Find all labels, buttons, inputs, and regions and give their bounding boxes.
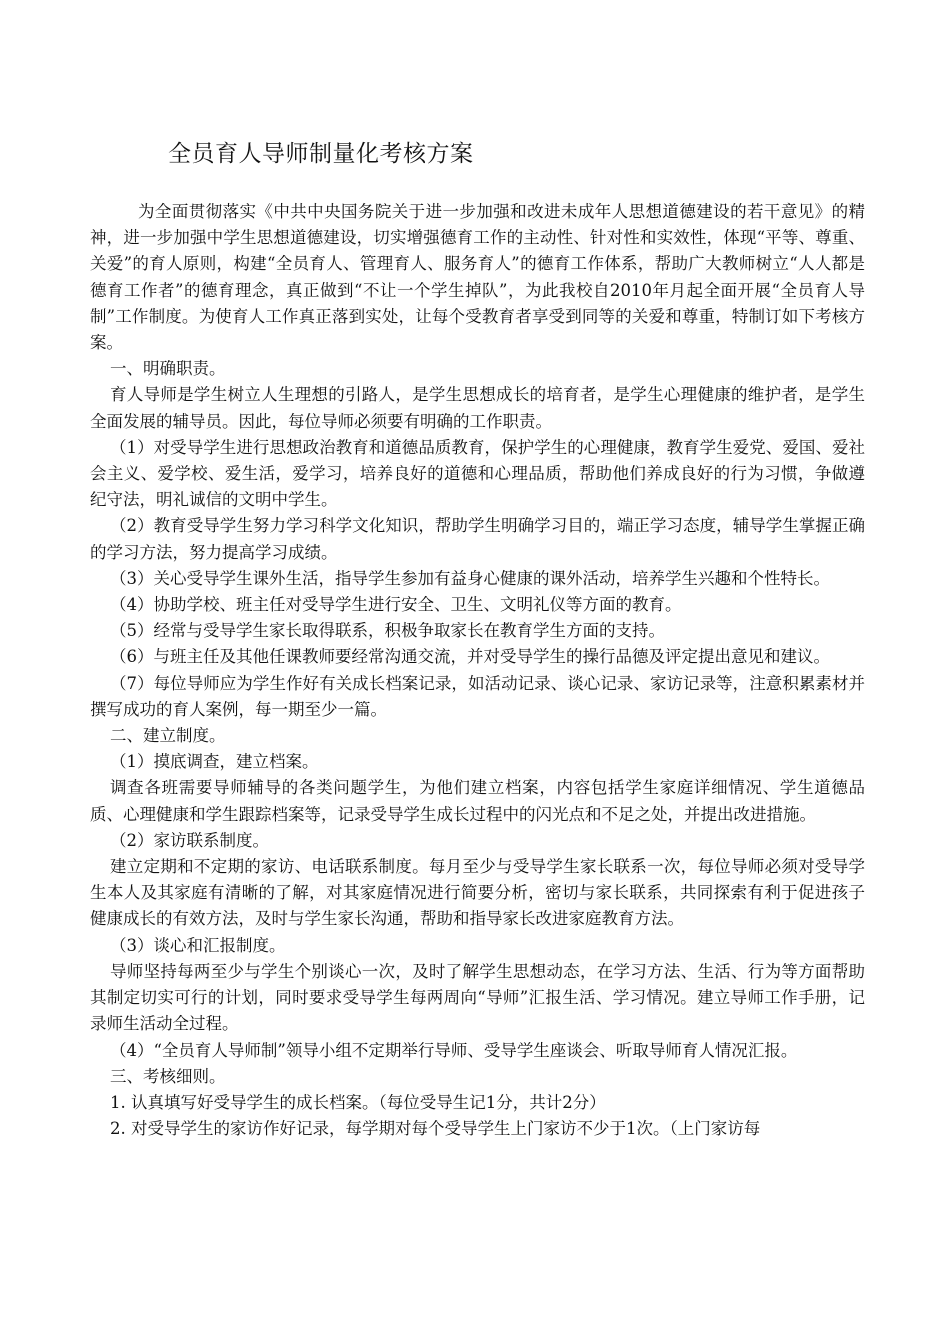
document-body: [90, 199, 865, 1142]
duty-item-6: （6）与班主任及其他任课教师要经常沟通交流，并对受导学生的操行品德及评定提出意见和建议。: [110, 647, 830, 667]
system-item-4: （4）“全员育人导师制”领导小组不定期举行导师、受导学生座谈会、听取导师育人情况汇报。: [110, 1040, 798, 1060]
system-heading-3: （3）谈心和汇报制度。: [110, 935, 286, 955]
assessment-item-2: 2. 对受导学生的家访作好记录，每学期对每个受导学生上门家访不少于1次。（上门家访每: [110, 1119, 761, 1139]
system-paragraph-2: 建立定期和不定期的家访、电话联系制度。每月至少与受导学生家长联系一次，每位导师必须对受导学生本人及其家庭有清晰的了解，对其家庭情况进行简要分析，密切与家长联系，共同探索有利于促进孩子健康成长的有效方法，及时与学生家长沟通，帮助和指导家长改进家庭教育方法。: [90, 857, 865, 929]
system-heading-1: （1）摸底调查，建立档案。: [110, 752, 319, 772]
duty-item-3: （3）关心受导学生课外生活，指导学生参加有益身心健康的课外活动，培养学生兴趣和个性特长。: [110, 568, 830, 588]
duty-item-4: （4）协助学校、班主任对受导学生进行安全、卫生、文明礼仪等方面的教育。: [110, 595, 682, 615]
section-heading-systems: 二、建立制度。: [110, 726, 226, 746]
system-paragraph-3: 导师坚持每两至少与学生个别谈心一次，及时了解学生思想动态，在学习方法、生活、行为等方面帮助其制定切实可行的计划，同时要求受导学生每两周向“导师”汇报生活、学习情况。建立导师工作手册，记录师生活动全过程。: [90, 961, 865, 1034]
duty-item-1: （1）对受导学生进行思想政治教育和道德品质教育，保护学生的心理健康，教育学生爱党、爱国、爱社会主义、爱学校、爱生活，爱学习，培养良好的道德和心理品质，帮助他们养成良好的行为习惯，争做遵纪守法，明礼诚信的文明中学生。: [90, 437, 865, 510]
intro-paragraph: 为全面贯彻落实《中共中央国务院关于进一步加强和改进未成年人思想道德建设的若干意见》的精神，进一步加强中学生思想道德建设，切实增强德育工作的主动性、针对性和实效性，体现“平等、尊重、关爱”的育人原则，构建“全员育人、管理育人、服务育人”的德育工作体系，帮助广大教师树立“人人都是德育工作者”的德育理念，真正做到“不让一个学生掉队”，为此我校自2010年月起全面开展“全员育人导制”工作制度。为使育人工作真正落到实处，让每个受教育者享受到同等的关爱和尊重，特制订如下考核方案。: [90, 202, 865, 353]
assessment-item-1: 1. 认真填写好受导学生的成长档案。（每位受导生记1分，共计2分）: [110, 1092, 606, 1112]
document-title: 全员育人导师制量化考核方案: [168, 141, 474, 167]
paragraph-mentor-role: 育人导师是学生树立人生理想的引路人，是学生思想成长的培育者，是学生心理健康的维护者，是学生全面发展的辅导员。因此，每位导师必须要有明确的工作职责。: [90, 385, 865, 431]
system-heading-2: （2）家访联系制度。: [110, 830, 269, 850]
duty-item-5: （5）经常与受导学生家长取得联系，积极争取家长在教育学生方面的支持。: [110, 621, 665, 641]
section-heading-responsibilities: 一、明确职责。: [110, 359, 226, 379]
section-heading-assessment: 三、考核细则。: [110, 1066, 226, 1086]
duty-item-7: （7）每位导师应为学生作好有关成长档案记录，如活动记录、谈心记录、家访记录等，注意积累素材并撰写成功的育人案例，每一期至少一篇。: [90, 673, 865, 719]
system-paragraph-1: 调查各班需要导师辅导的各类问题学生，为他们建立档案，内容包括学生家庭详细情况、学生道德品质、心理健康和学生跟踪档案等，记录受导学生成长过程中的闪光点和不足之处，并提出改进措施。: [90, 778, 865, 824]
duty-item-2: （2）教育受导学生努力学习科学文化知识，帮助学生明确学习目的，端正学习态度，辅导学生掌握正确的学习方法，努力提高学习成绩。: [90, 516, 865, 562]
